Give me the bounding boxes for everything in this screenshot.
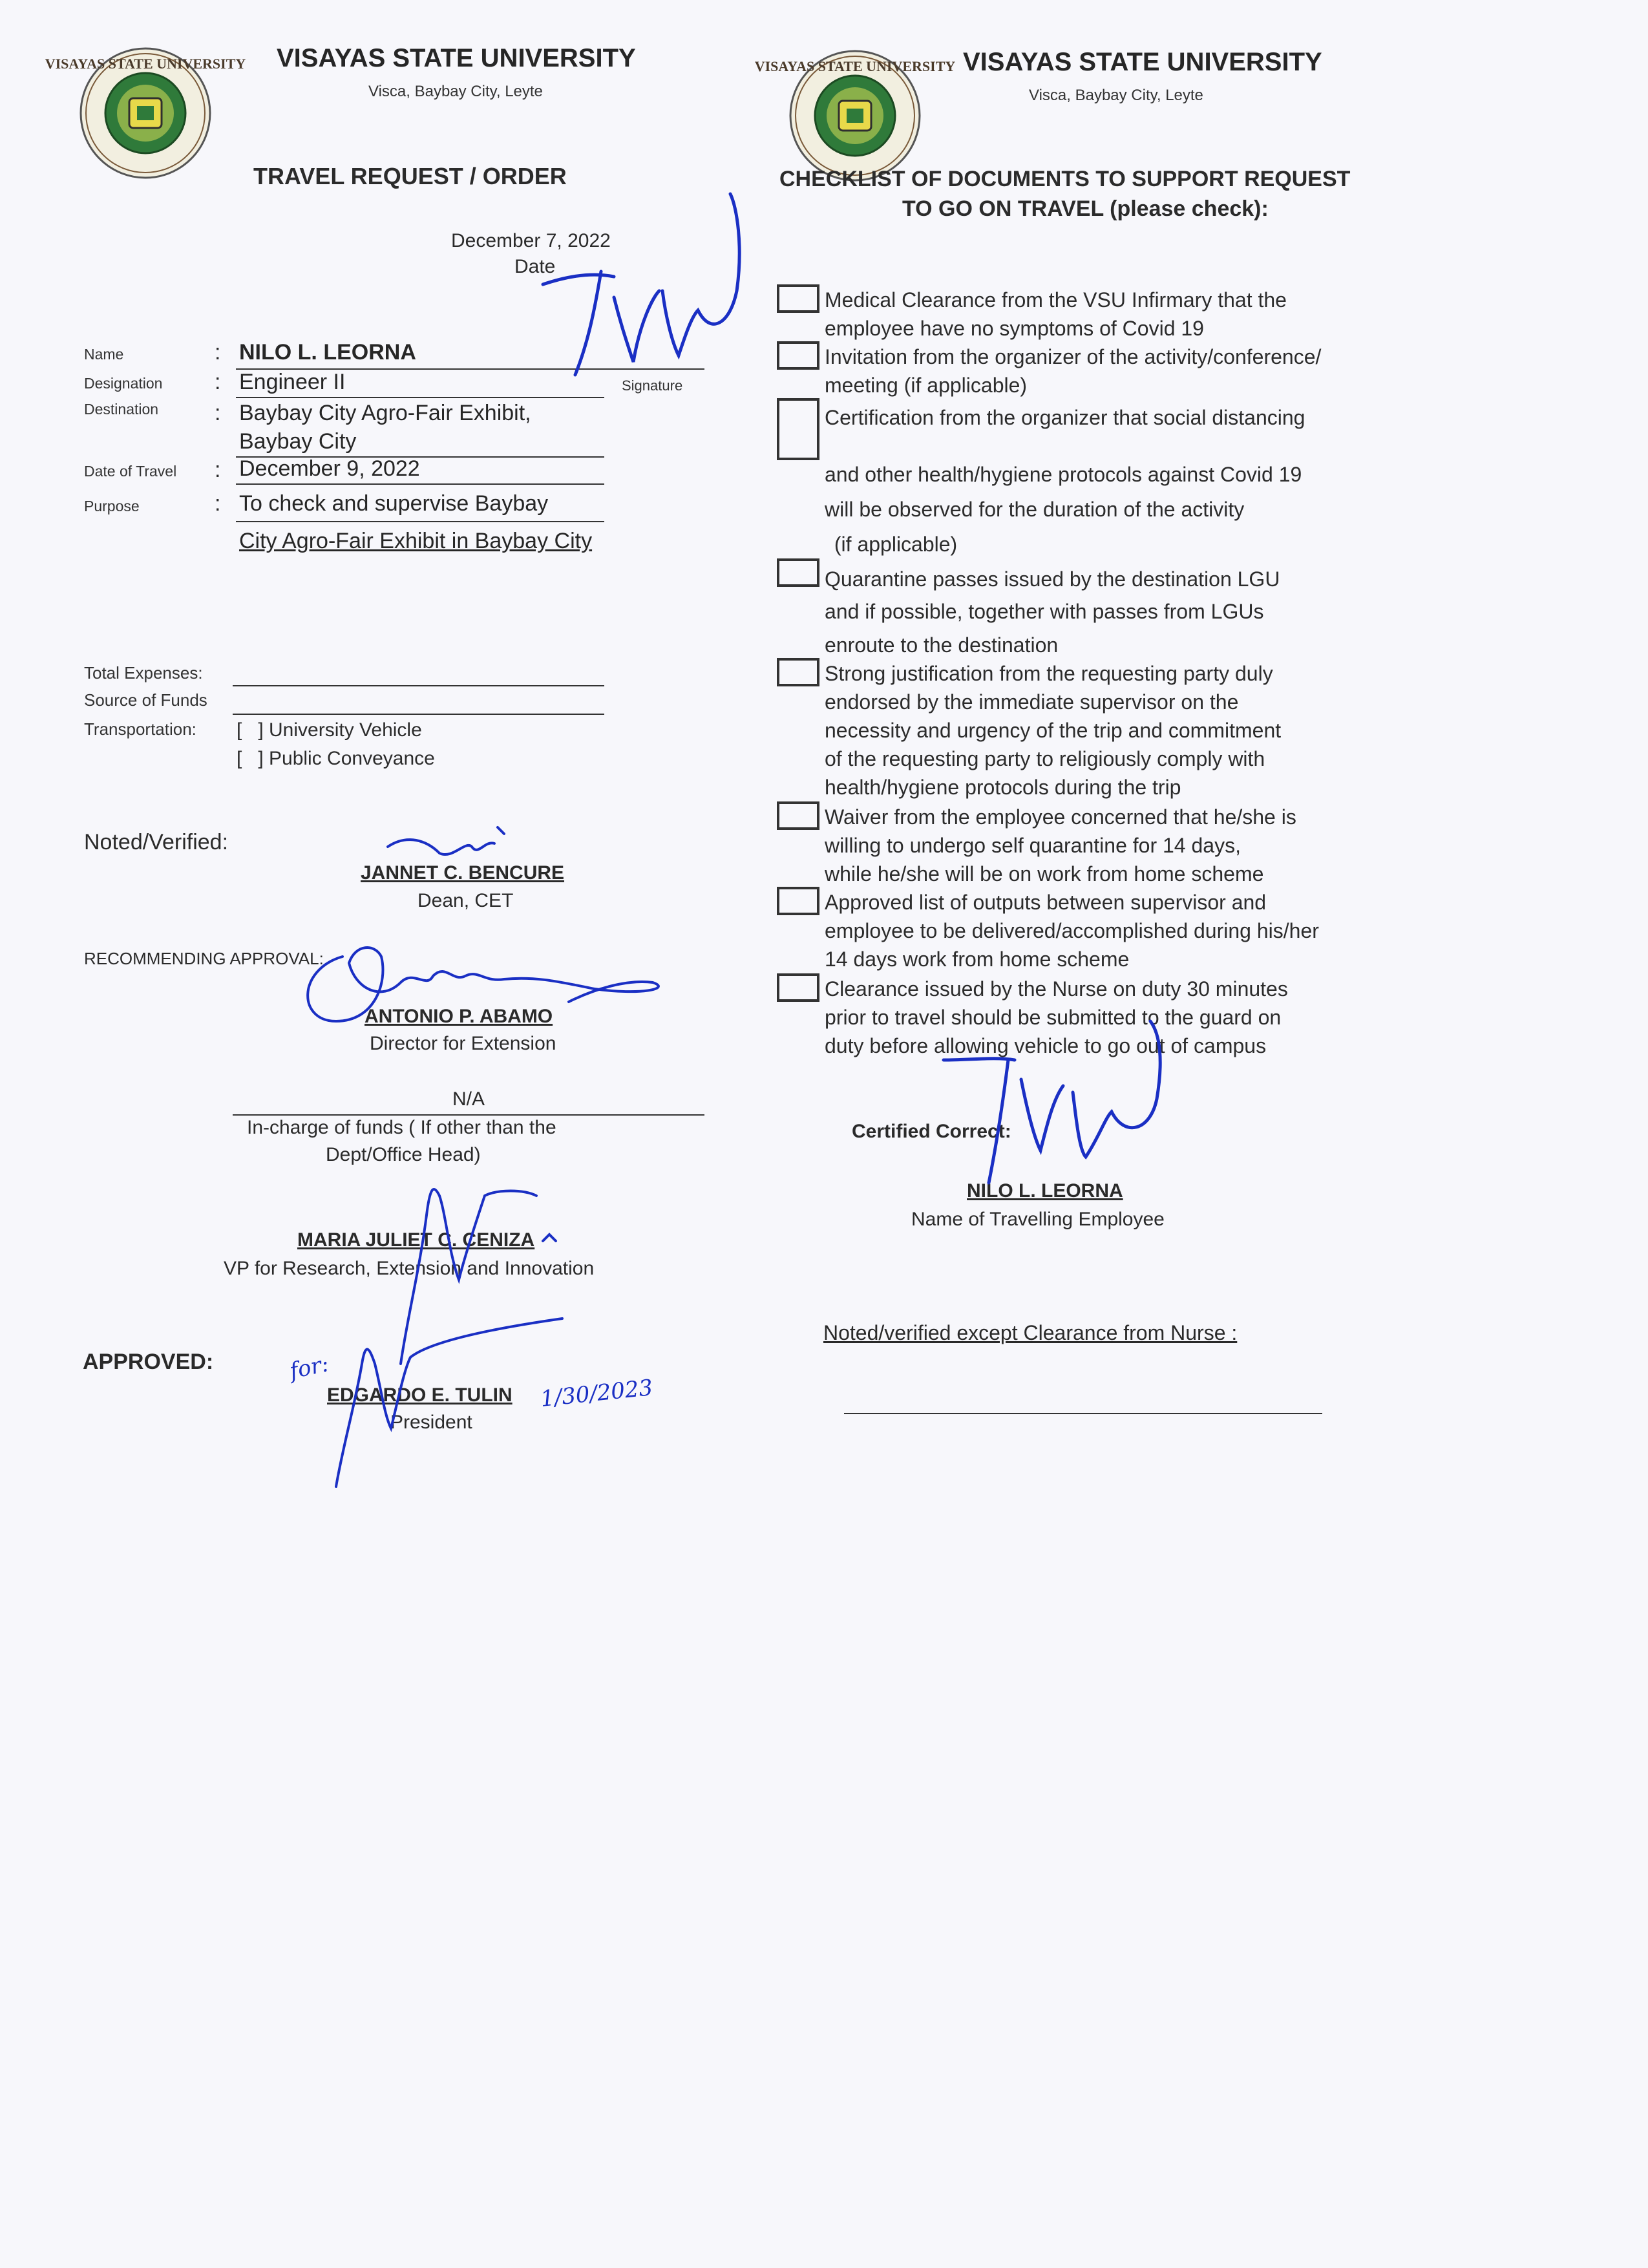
checkbox-certification[interactable] [777, 398, 819, 460]
total-expenses-label: Total Expenses: [84, 663, 203, 683]
checkbox-medical-clearance[interactable] [777, 284, 819, 313]
item-outputs-3: 14 days work from home scheme [825, 948, 1130, 971]
checkbox-waiver[interactable] [777, 801, 819, 830]
left-seal [45, 45, 246, 181]
item-nurse-2: prior to travel should be submitted to the guard on [825, 1006, 1282, 1029]
date-of-travel-label: Date of Travel [84, 463, 177, 480]
purpose-value-1: To check and supervise Baybay [239, 491, 549, 516]
handwritten-for: for: [287, 1351, 332, 1384]
designation-colon: : [215, 370, 221, 394]
item-invitation-1: Invitation from the organizer of the activity/conference/ [825, 345, 1322, 368]
purpose-colon: : [215, 491, 221, 516]
item-medical-clearance-1: Medical Clearance from the VSU Infirmary that the [825, 288, 1287, 312]
destination-value-1: Baybay City Agro-Fair Exhibit, [239, 401, 531, 425]
item-quarantine-passes-2: and if possible, together with passes from LGUs [825, 600, 1264, 623]
dean-title: Dean, CET [417, 890, 514, 911]
item-waiver-1: Waiver from the employee concerned that he/she is [825, 805, 1296, 829]
item-justification-3: necessity and urgency of the trip and commitment [825, 719, 1282, 742]
vp-title: VP for Research, Extension and Innovation [224, 1258, 595, 1279]
item-certification-1: Certification from the organizer that social distancing [825, 406, 1305, 429]
approved-label: APPROVED: [83, 1350, 214, 1374]
purpose-label: Purpose [84, 498, 140, 514]
svg-text:VISAYAS STATE UNIVERSITY: VISAYAS STATE UNIVERSITY [754, 58, 956, 74]
noted-except-nurse-label: Noted/verified except Clearance from Nurse : [823, 1321, 1238, 1344]
checkbox-invitation[interactable] [777, 341, 819, 370]
checkbox-nurse-clearance[interactable] [777, 973, 819, 1002]
travel-request-title: TRAVEL REQUEST / ORDER [253, 163, 567, 189]
item-justification-2: endorsed by the immediate supervisor on the [825, 690, 1239, 714]
funds-value: N/A [452, 1088, 485, 1110]
noted-except-signature-line [844, 1413, 1322, 1414]
employee-name: NILO L. LEORNA [967, 1180, 1123, 1202]
name-value: NILO L. LEORNA [239, 340, 416, 365]
requester-signature [523, 194, 743, 388]
destination-colon: : [215, 401, 221, 425]
item-quarantine-passes-3: enroute to the destination [825, 633, 1059, 657]
right-university-name: VISAYAS STATE UNIVERSITY [963, 48, 1322, 76]
purpose-value-2: City Agro-Fair Exhibit in Baybay City [239, 529, 593, 553]
transportation-label: Transportation: [84, 719, 196, 739]
left-university-name: VISAYAS STATE UNIVERSITY [277, 44, 636, 72]
item-waiver-3: while he/she will be on work from home scheme [825, 862, 1264, 885]
designation-value: Engineer II [239, 370, 346, 394]
recommending-approval-label: RECOMMENDING APPROVAL: [84, 949, 324, 968]
certified-correct-label: Certified Correct: [852, 1121, 1011, 1142]
noted-verified-label: Noted/Verified: [84, 830, 229, 854]
destination-label: Destination [84, 401, 159, 418]
dean-name: JANNET C. BENCURE [361, 862, 565, 884]
employee-signature [944, 1021, 1163, 1228]
president-name: EDGARDO E. TULIN [327, 1384, 512, 1406]
employee-label: Name of Travelling Employee [911, 1209, 1165, 1230]
checkbox-approved-outputs[interactable] [777, 887, 819, 915]
dean-signature [381, 821, 523, 879]
item-waiver-2: willing to undergo self quarantine for 14 days, [825, 834, 1241, 857]
date-of-travel-value: December 9, 2022 [239, 456, 420, 481]
item-medical-clearance-2: employee have no symptoms of Covid 19 [825, 317, 1204, 340]
date-label: Date [514, 256, 556, 277]
vp-name: MARIA JULIET C. CENIZA [297, 1229, 535, 1251]
president-title: President [390, 1412, 472, 1433]
item-nurse-3: duty before allowing vehicle to go out of campus [825, 1034, 1267, 1057]
destination-value-2: Baybay City [239, 429, 357, 454]
request-date: December 7, 2022 [451, 230, 611, 251]
item-justification-5: health/hygiene protocols during the trip [825, 776, 1181, 799]
svg-text:VISAYAS STATE UNIVERSITY: VISAYAS STATE UNIVERSITY [45, 56, 246, 72]
designation-label: Designation [84, 375, 163, 392]
transport-option-university-vehicle[interactable]: [ ] University Vehicle [237, 719, 422, 741]
source-of-funds-label: Source of Funds [84, 690, 207, 710]
right-seal [754, 48, 956, 184]
director-name: ANTONIO P. ABAMO [364, 1006, 553, 1027]
item-quarantine-passes-1: Quarantine passes issued by the destination LGU [825, 567, 1280, 591]
name-colon: : [215, 340, 221, 365]
checklist-title-line-1: CHECKLIST OF DOCUMENTS TO SUPPORT REQUEST [779, 167, 1351, 191]
item-justification-1: Strong justification from the requesting party duly [825, 662, 1273, 685]
checkbox-strong-justification[interactable] [777, 658, 819, 686]
signature-label: Signature [622, 377, 683, 394]
item-certification-2: and other health/hygiene protocols against Covid 19 [825, 463, 1302, 486]
funds-incharge-label-2: Dept/Office Head) [326, 1144, 481, 1165]
left-address: Visca, Baybay City, Leyte [368, 83, 543, 100]
item-certification-3: will be observed for the duration of the activity [825, 498, 1245, 521]
director-signature [291, 918, 692, 1047]
item-outputs-2: employee to be delivered/accomplished during his/her [825, 919, 1319, 942]
transport-option-public-conveyance[interactable]: [ ] Public Conveyance [237, 748, 435, 769]
item-nurse-1: Clearance issued by the Nurse on duty 30 minutes [825, 977, 1288, 1001]
president-signature [278, 1306, 562, 1500]
item-certification-4: (if applicable) [829, 533, 958, 556]
right-address: Visca, Baybay City, Leyte [1029, 87, 1203, 104]
item-justification-4: of the requesting party to religiously comply with [825, 747, 1265, 770]
funds-incharge-label-1: In-charge of funds ( If other than the [247, 1117, 556, 1138]
item-outputs-1: Approved list of outputs between supervisor and [825, 891, 1267, 914]
name-label: Name [84, 346, 124, 363]
item-invitation-2: meeting (if applicable) [825, 374, 1028, 397]
director-title: Director for Extension [370, 1033, 556, 1054]
date-of-travel-colon: : [215, 458, 221, 482]
checkbox-quarantine-passes[interactable] [777, 558, 819, 587]
handwritten-approval-date: 1/30/2023 [539, 1374, 654, 1413]
checklist-title-line-2: TO GO ON TRAVEL (please check): [902, 196, 1269, 221]
